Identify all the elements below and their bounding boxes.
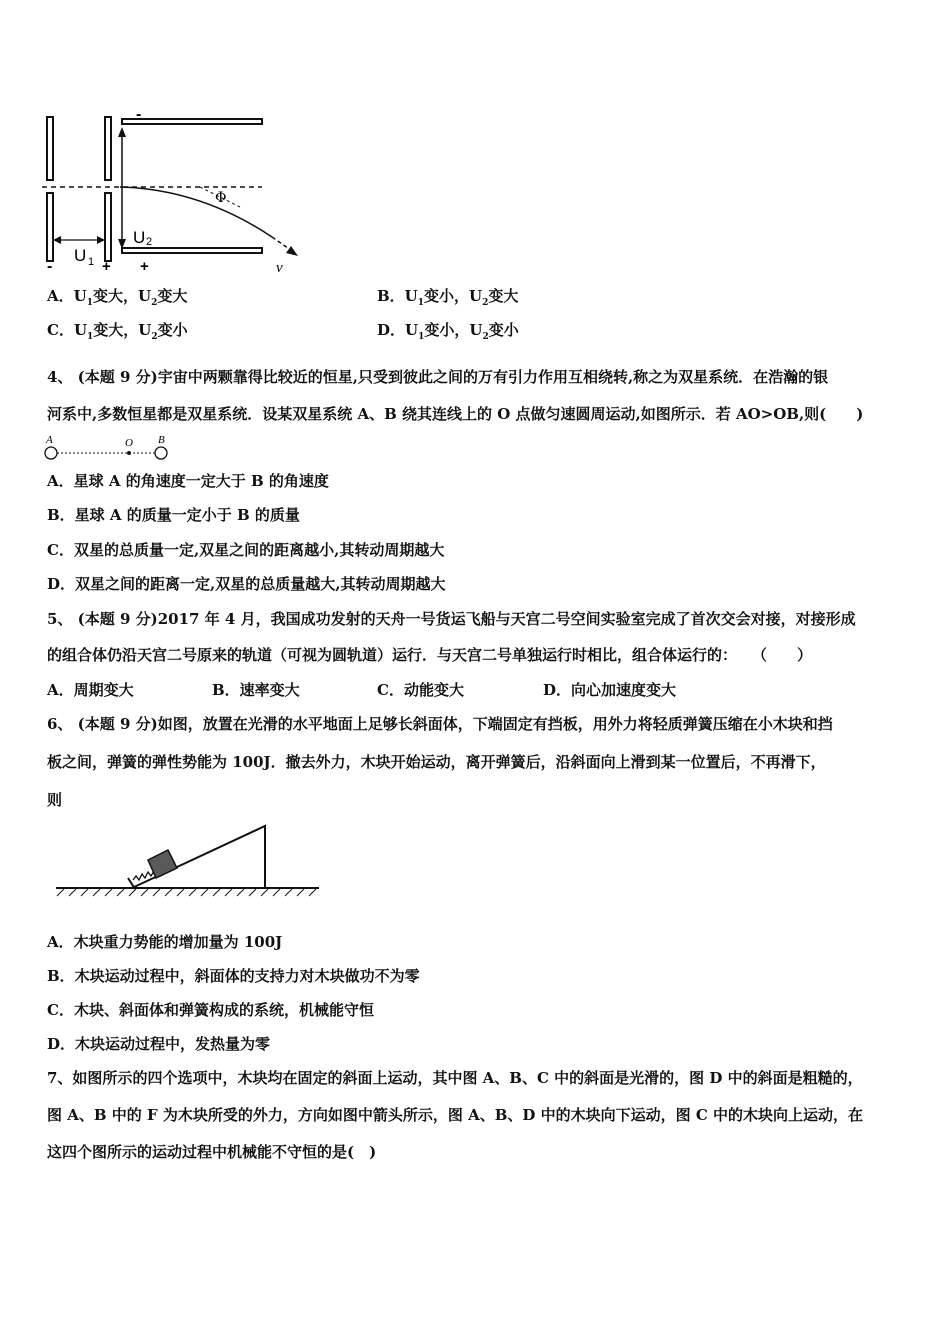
q3-option-d: D．$U_1$变小，$U_2$变小 [377,321,519,342]
q7-stem-line-1: 7、如图所示的四个选项中，木块均在固定的斜面上运动，其中图 A、B、C 中的斜面是光滑的，图 D 中的斜面是粗糙的， [47,1069,863,1087]
label-minus-top: - [136,106,142,123]
label-plus-left: + [102,258,111,275]
deflection-plate-bottom [122,248,262,253]
q6-stem-line-3: 则 [47,791,63,809]
plate-left-inner-bottom [105,193,111,261]
q7-stem-line-3: 这四个图所示的运动过程中机械能不守恒的是( ) [47,1143,377,1161]
q4-option-c: C．双星的总质量一定,双星之间的距离越小,其转动周期越大 [47,541,445,559]
q5-option-d: D．向心加速度变大 [543,681,677,699]
q6-stem-line-2: 板之间，弹簧的弹性势能为 100J．撤去外力，木块开始运动，离开弹簧后，沿斜面向上滑到某一位置后，不再滑下， [47,753,826,771]
plate-left-outer-top [47,117,53,180]
q6-option-d: D．木块运动过程中，发热量为零 [47,1035,271,1053]
q3-option-b: B．$U_1$变小，$U_2$变大 [377,287,519,308]
q5-stem-line-1: 5、 (本题 9 分)2017 年 4 月，我国成功发射的天舟一号货运飞船与天宫二号空间实验室完成了首次交会对接，对接形成 [47,610,856,628]
q3-option-c: C．$U_1$变大，$U_2$变小 [47,321,188,342]
binary-star-figure [40,433,180,463]
q6-option-a: A．木块重力势能的增加量为 100J [47,933,283,951]
q5-option-a: A．周期变大 [47,681,134,699]
star-b-circle [155,447,167,459]
label-u2-sub: 2 [146,236,153,248]
cathode-ray-figure [40,105,310,275]
q7-stem-line-2: 图 A、B 中的 F 为木块所受的外力，方向如图中箭头所示，图 A、B、D 中的木块向下运动，图 C 中的木块向上运动，在 [47,1106,864,1124]
label-minus-left: - [47,258,53,275]
label-b: B [158,434,165,446]
q6-option-b: B．木块运动过程中，斜面体的支持力对木块做功不为零 [47,967,420,985]
star-a-circle [45,447,57,459]
q3-option-a: A．$U_1$变大，$U_2$变大 [47,287,188,308]
plate-left-inner-top [105,117,111,180]
plate-left-outer-bottom [47,193,53,261]
incline-spring-figure [44,818,324,898]
label-plus-bottom: + [140,258,149,275]
q5-stem-line-2: 的组合体仍沿天宫二号原来的轨道（可视为圆轨道）运行．与天宫二号单独运行时相比，组合体运行的： （ ） [47,646,813,664]
q6-stem-line-1: 6、 (本题 9 分)如图，放置在光滑的水平地面上足够长斜面体，下端固定有挡板，用外力将轻质弹簧压缩在小木块和挡 [47,715,833,733]
q5-option-c: C．动能变大 [377,681,464,699]
deflection-plate-top [122,119,262,124]
q4-option-b: B．星球 A 的质量一定小于 B 的质量 [47,506,300,524]
q5-option-b: B．速率变大 [212,681,300,699]
q4-option-d: D．双星之间的距离一定,双星的总质量越大,其转动周期越大 [47,575,446,593]
label-u1: U [74,246,87,265]
point-o [127,451,131,455]
q6-option-c: C．木块、斜面体和弹簧构成的系统，机械能守恒 [47,1001,374,1019]
label-u1-sub: 1 [88,256,95,268]
label-v: v [276,260,283,275]
incline-body [132,826,265,888]
q4-stem-line-2: 河系中,多数恒星都是双星系统．设某双星系统 A、B 绕其连线上的 O 点做匀速圆周运动,如图所示．若 AO>OB,则( ) [47,405,864,423]
q4-stem-line-1: 4、 (本题 9 分)宇宙中两颗靠得比较近的恒星,只受到彼此之间的万有引力作用互相绕转,称之为双星系统．在浩瀚的银 [47,368,829,386]
label-u2: U [133,228,146,247]
label-phi: Φ [215,190,227,206]
label-a: A [46,434,53,446]
q4-option-a: A．星球 A 的角速度一定大于 B 的角速度 [47,472,329,490]
label-o: O [125,437,133,449]
